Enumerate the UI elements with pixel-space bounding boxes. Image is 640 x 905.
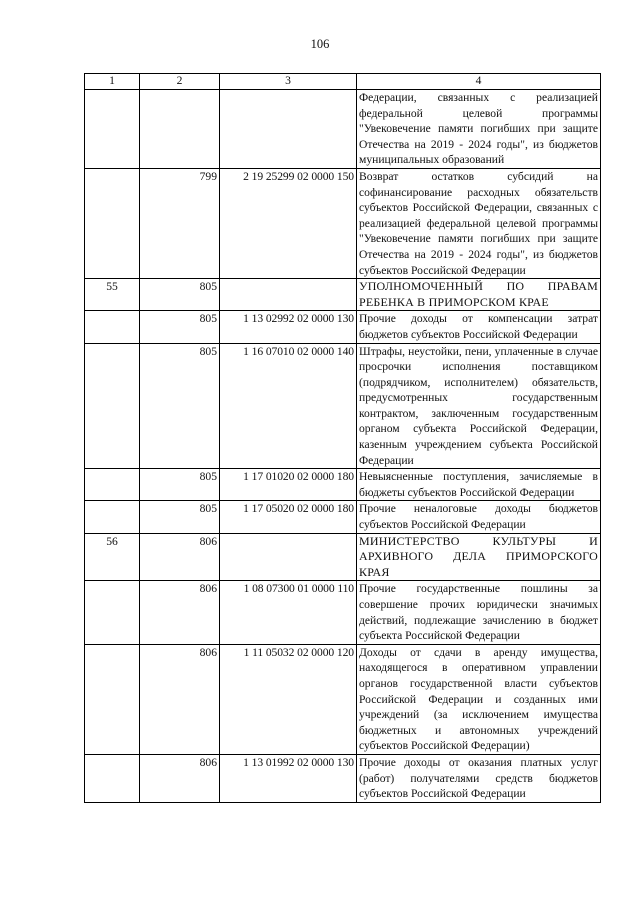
administrator-code-cell: 799 — [140, 168, 220, 278]
administrator-code-cell: 805 — [140, 469, 220, 501]
revenue-classification-table — [84, 73, 601, 803]
administrator-code-cell: 806 — [140, 644, 220, 754]
administrator-code-cell — [140, 90, 220, 169]
administrator-code-cell: 805 — [140, 343, 220, 469]
revenue-description-cell: Возврат остатков субсидий на софинансирование расходных обязательств субъектов Российской Федерации, связанных с реализацией федеральной целевой программы "Увековечение памяти погибших при защите Отечества на 2019 - 2024 годы", из бюджетов субъектов Российской Федерации — [357, 168, 601, 278]
revenue-description-cell: МИНИСТЕРСТВО КУЛЬТУРЫ И АРХИВНОГО ДЕЛА ПРИМОРСКОГО КРАЯ — [357, 533, 601, 581]
page-number: 106 — [310, 37, 330, 51]
table-row — [85, 168, 601, 278]
row-number-cell: 55 — [85, 279, 140, 311]
administrator-code-cell: 806 — [140, 533, 220, 581]
row-number-cell — [85, 90, 140, 169]
row-number-cell — [85, 311, 140, 343]
administrator-code-cell: 805 — [140, 311, 220, 343]
header-col-2: 2 — [140, 74, 220, 90]
budget-classification-code-cell: 1 11 05032 02 0000 120 — [220, 644, 357, 754]
revenue-description-cell: Прочие доходы от оказания платных услуг (работ) получателями средств бюджетов субъектов Российской Федерации — [357, 754, 601, 802]
row-number-cell — [85, 754, 140, 802]
header-col-3: 3 — [220, 74, 357, 90]
row-number-cell: 56 — [85, 533, 140, 581]
administrator-code-cell: 806 — [140, 754, 220, 802]
budget-classification-code-cell: 1 13 01992 02 0000 130 — [220, 754, 357, 802]
revenue-description-cell: Прочие доходы от компенсации затрат бюджетов субъектов Российской Федерации — [357, 311, 601, 343]
row-number-cell — [85, 469, 140, 501]
row-number-cell — [85, 343, 140, 469]
table-header-row — [85, 74, 601, 90]
revenue-description-cell: Штрафы, неустойки, пени, уплаченные в случае просрочки исполнения поставщиком (подрядчиком, исполнителем) обязательств, предусмотренных государственным контрактом, заключенным государственным органом субъекта Российской Федерации, казенным учреждением субъекта Российской Федерации — [357, 343, 601, 469]
revenue-description-cell: Прочие неналоговые доходы бюджетов субъектов Российской Федерации — [357, 501, 601, 533]
revenue-description-cell: Федерации, связанных с реализацией федеральной целевой программы "Увековечение памяти погибших при защите Отечества на 2019 - 2024 годы", из бюджетов муниципальных образований — [357, 90, 601, 169]
revenue-description-cell: Доходы от сдачи в аренду имущества, находящегося в оперативном управлении органов государственной власти субъектов Российской Федерации и созданных ими учреждений (за исключением имущества бюджетных и автономных учреждений субъектов Российской Федерации) — [357, 644, 601, 754]
budget-classification-code-cell: 1 16 07010 02 0000 140 — [220, 343, 357, 469]
row-number-cell — [85, 168, 140, 278]
table-row — [85, 754, 601, 802]
budget-classification-code-cell: 1 13 02992 02 0000 130 — [220, 311, 357, 343]
revenue-description-cell: Прочие государственные пошлины за совершение прочих юридически значимых действий, подлежащие зачислению в бюджет субъекта Российской Федерации — [357, 581, 601, 644]
table-row — [85, 343, 601, 469]
budget-classification-code-cell: 1 17 05020 02 0000 180 — [220, 501, 357, 533]
table-row — [85, 581, 601, 644]
table-row — [85, 90, 601, 169]
budget-classification-code-cell — [220, 533, 357, 581]
table-row — [85, 533, 601, 581]
budget-classification-code-cell: 1 08 07300 01 0000 110 — [220, 581, 357, 644]
table-row — [85, 469, 601, 501]
table-row — [85, 279, 601, 311]
table-row — [85, 644, 601, 754]
budget-classification-code-cell: 2 19 25299 02 0000 150 — [220, 168, 357, 278]
budget-classification-code-cell: 1 17 01020 02 0000 180 — [220, 469, 357, 501]
administrator-code-cell: 805 — [140, 279, 220, 311]
revenue-description-cell: Невыясненные поступления, зачисляемые в бюджеты субъектов Российской Федерации — [357, 469, 601, 501]
row-number-cell — [85, 501, 140, 533]
budget-classification-code-cell — [220, 279, 357, 311]
table-row — [85, 501, 601, 533]
header-col-1: 1 — [85, 74, 140, 90]
header-col-4: 4 — [357, 74, 601, 90]
table-row — [85, 311, 601, 343]
revenue-description-cell: УПОЛНОМОЧЕННЫЙ ПО ПРАВАМ РЕБЕНКА В ПРИМОРСКОМ КРАЕ — [357, 279, 601, 311]
table-body — [85, 90, 601, 803]
row-number-cell — [85, 581, 140, 644]
row-number-cell — [85, 644, 140, 754]
budget-classification-code-cell — [220, 90, 357, 169]
administrator-code-cell: 806 — [140, 581, 220, 644]
administrator-code-cell: 805 — [140, 501, 220, 533]
